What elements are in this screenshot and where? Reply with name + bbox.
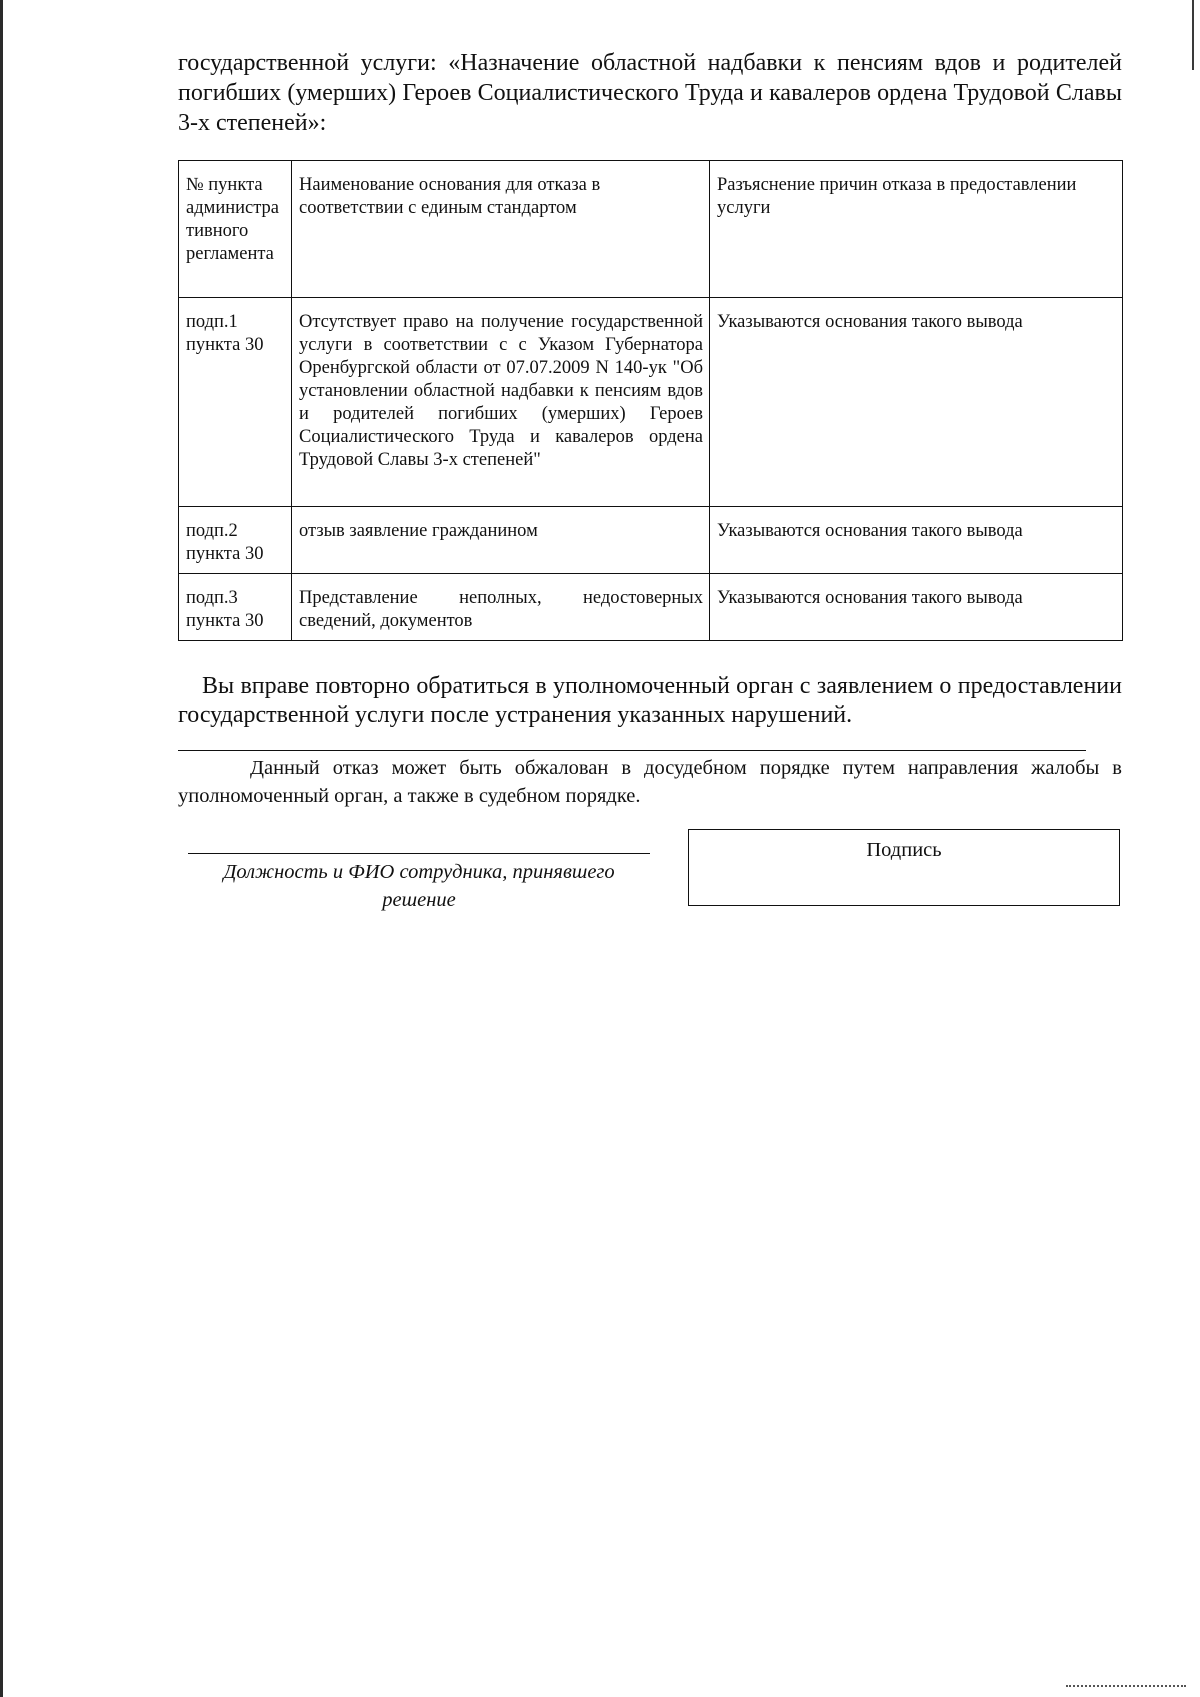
table-row xyxy=(179,574,1123,641)
signature-underline xyxy=(188,853,650,854)
table-header-row xyxy=(179,161,1123,298)
header-reason-explanation: Разъяснение причин отказа в предоставлении услуги xyxy=(710,161,1123,298)
cell-item: подп.2 пункта 30 xyxy=(179,507,292,574)
cell-reason: Отсутствует право на получение государственной услуги в соответствии с с Указом Губернатора Оренбургской области от 07.07.2009 N 140-ук "Об установлении областной надбавки к пенсиям вдов и родителей погибших (умерших) Героев Социалистического Труда и кавалеров ордена Трудовой Славы 3-х степеней" xyxy=(292,298,710,507)
scan-border-left xyxy=(0,0,3,1697)
reapply-paragraph: Вы вправе повторно обратиться в уполномоченный орган с заявлением о предоставлении государственной услуги после устранения указанных нарушений. xyxy=(178,673,1122,728)
cell-explanation: Указываются основания такого вывода xyxy=(710,298,1123,507)
table-row xyxy=(179,298,1123,507)
scan-artifact xyxy=(1066,1685,1186,1689)
cell-explanation: Указываются основания такого вывода xyxy=(710,507,1123,574)
divider-line xyxy=(178,750,1086,751)
appeal-paragraph: Данный отказ может быть обжалован в досудебном порядке путем направления жалобы в уполномоченный орган, а также в судебном порядке. xyxy=(178,757,1122,807)
cell-reason: Представление неполных, недостоверных сведений, документов xyxy=(292,574,710,641)
official-position-label: Должность и ФИО сотрудника, принявшего решение xyxy=(223,861,615,911)
table-row xyxy=(179,507,1123,574)
cell-item: подп.3 пункта 30 xyxy=(179,574,292,641)
refusal-reasons-table xyxy=(178,160,1123,641)
scan-border-right xyxy=(1192,0,1194,70)
header-reason-name: Наименование основания для отказа в соответствии с единым стандартом xyxy=(292,161,710,298)
cell-item: подп.1 пункта 30 xyxy=(179,298,292,507)
cell-explanation: Указываются основания такого вывода xyxy=(710,574,1123,641)
cell-reason: отзыв заявление гражданином xyxy=(292,507,710,574)
header-item-number: № пункта администра тивного регламента xyxy=(179,161,292,298)
signature-label: Подпись xyxy=(866,839,942,861)
signature-box xyxy=(688,829,1120,906)
intro-paragraph: государственной услуги: «Назначение областной надбавки к пенсиям вдов и родителей погибших (умерших) Героев Социалистического Труда и кавалеров ордена Трудовой Славы 3-х степеней»: xyxy=(178,50,1122,136)
